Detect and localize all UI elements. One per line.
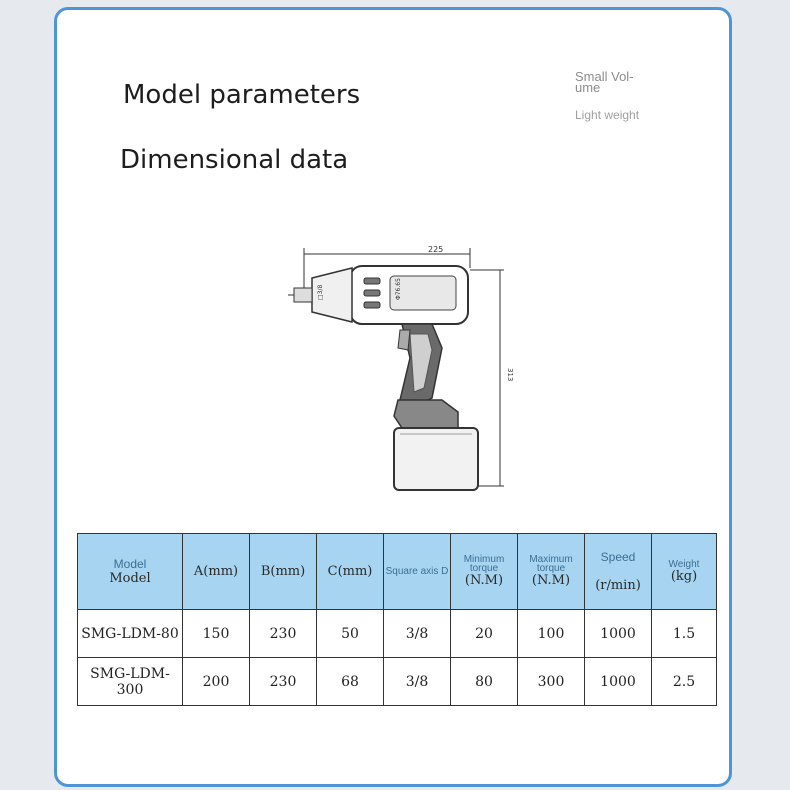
cell-c: 68 [317,658,384,706]
cell-square-axis: 3/8 [384,658,451,706]
dim-width-label: 225 [428,245,444,254]
cell-speed: 1000 [585,658,652,706]
cell-a: 150 [183,610,250,658]
heading-dimensional-data: Dimensional data [120,145,349,175]
heading-model-parameters: Model parameters [123,80,361,110]
cell-min-torque: 80 [451,658,518,706]
tag-small-volume-line1: Small Vol- [575,69,634,84]
cell-speed: 1000 [585,610,652,658]
table-row [78,658,717,706]
spec-table [77,533,717,706]
dim-head-label: Φ76.65 [395,278,402,300]
table-row [78,610,717,658]
table-header-row [78,534,717,610]
header-c: C(mm) [317,534,384,610]
cell-c: 50 [317,610,384,658]
cell-max-torque: 300 [518,658,585,706]
dim-height-label: 313 [506,368,514,382]
cell-model: SMG-LDM-300 [78,658,183,706]
cell-b: 230 [250,658,317,706]
cell-min-torque: 20 [451,610,518,658]
cell-model: SMG-LDM-80 [78,610,183,658]
header-model: Model Model [78,534,183,610]
impact-wrench-drawing [282,238,512,498]
header-b: B(mm) [250,534,317,610]
header-max-torque: Maximum torque (N.M) [518,534,585,610]
cell-max-torque: 100 [518,610,585,658]
tag-light-weight: Light weight [575,108,640,122]
tag-small-volume [575,71,655,93]
dim-square-label: □3/8 [317,284,324,300]
cell-b: 230 [250,610,317,658]
header-speed: Speed (r/min) [585,534,652,610]
header-weight: Weight (kg) [652,534,717,610]
cell-a: 200 [183,658,250,706]
header-a: A(mm) [183,534,250,610]
cell-square-axis: 3/8 [384,610,451,658]
cell-weight: 1.5 [652,610,717,658]
cell-weight: 2.5 [652,658,717,706]
tag-small-volume-line2: ume [575,80,601,95]
product-card [54,7,732,787]
header-min-torque: Minimum torque (N.M) [451,534,518,610]
header-square-axis: Square axis D [384,534,451,610]
